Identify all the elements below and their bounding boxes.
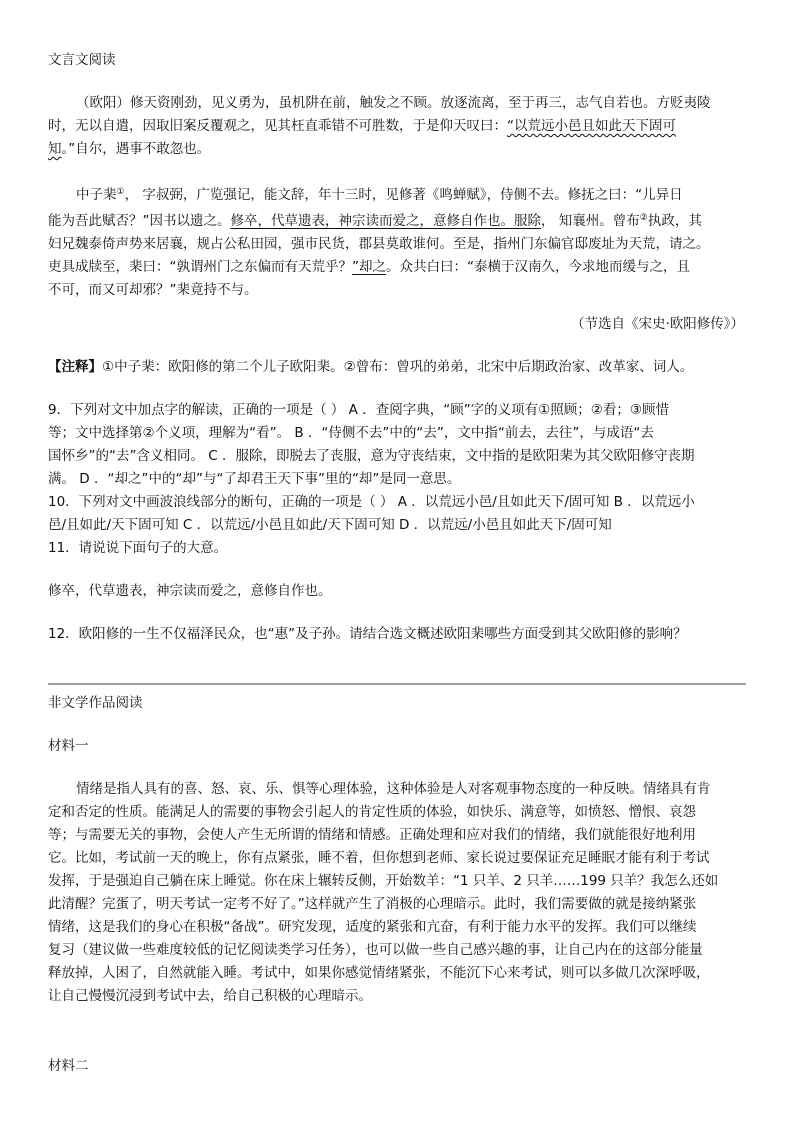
paragraph-line: 等；与需要无关的事物，会使人产生无所谓的情绪和情感。正确处理和应对我们的情绪，我们就能很好地利用 xyxy=(48,827,696,843)
underlined-word: 服除 xyxy=(514,213,541,229)
wavy-underlined-text: 知 xyxy=(48,141,62,157)
paragraph-line: 中子棐①， 字叔弼，广览强记，能文辞，年十三时，见修著《鸣蝉赋》，侍侧不去。修抚之曰：“儿异日 xyxy=(76,187,683,203)
paragraph-line: 能为吾此赋否？”因书以遗之。修卒，代草遗表，神宗读而爱之，意修自作也。服除， 知襄州。曾布②执政，其 xyxy=(48,213,702,229)
footnote-marker: ② xyxy=(639,213,648,223)
paragraph-line: 不可，而又可却邪？”棐竟持不与。 xyxy=(48,282,258,298)
section-title-text: 文言文阅读 xyxy=(48,52,116,68)
section-title-classical xyxy=(48,49,744,72)
section-divider xyxy=(48,683,746,685)
passage-paragraph-1 xyxy=(48,92,744,161)
material-1-paragraph xyxy=(48,778,744,1008)
section-title-nonfiction: 非文学作品阅读 xyxy=(48,695,143,711)
paragraph-line: 让自己慢慢沉浸到考试中去，给自己积极的心理暗示。 xyxy=(48,988,372,1004)
question-11-sentence: 修卒，代草遗表，神宗读而爱之，意修自作也。 xyxy=(48,583,332,599)
note-label: 【注释】 xyxy=(48,359,102,375)
note-text: ①中子棐：欧阳修的第二个儿子欧阳棐。②曾布：曾巩的弟弟，北宋中后期政治家、改革家、词人。 xyxy=(102,359,694,375)
question-9: 9．下列对文中加点字的解读，正确的一项是（ ） A ．查阅字典，“顾”字的义项有①照顾；②看；③顾惜 等；文中选择第②个义项，理解为“看”。 B ．“侍侧不去”中的“去”，文中指“前去，去往”，与成语“去 国怀乡”的“去”含义相同。 C ．服除，即脱去了丧服，意为守丧结束，文中指的是欧阳棐为其父欧阳修守丧期 满。 D ．“却之”中的“却”与“了却君王天下事”里的“却”是同一意思。 xyxy=(48,402,695,487)
underlined-word: ”却之 xyxy=(352,259,386,275)
question-12: 12．欧阳修的一生不仅福泽民众，也“惠”及子孙。请结合选文概述欧阳棐哪些方面受到其父欧阳修的影响？ xyxy=(48,626,687,642)
paragraph-line: 定和否定的性质。能满足人的需要的事物会引起人的肯定性质的体验，如快乐、满意等，如愤怒、憎恨、哀怨 xyxy=(48,804,696,820)
material-2-title: 材料二 xyxy=(48,1058,89,1074)
question-11: 11．请说说下面句子的大意。 xyxy=(48,540,228,556)
paragraph-line: 它。比如，考试前一天的晚上，你有点紧张，睡不着，但你想到老师、家长说过要保证充足睡眠才能有利于考试 xyxy=(48,850,710,866)
underlined-sentence: 修卒，代草遗表，神宗读而爱之，意修自作也。 xyxy=(230,213,514,229)
paragraph-line: 复习（建议做一些难度较低的记忆阅读类学习任务），也可以做一些自己感兴趣的事，让自己内在的这部分能量 xyxy=(48,942,703,958)
passage-paragraph-2 xyxy=(48,181,744,302)
wavy-underlined-text: “以荒远小邑且如此天下固可 xyxy=(507,118,676,134)
paragraph-line: 吏具成牍至，棐曰：“孰谓州门之东偏而有天荒乎？”却之。众共白曰：“泰横于汉南久，今求地而缓与之，且 xyxy=(48,259,690,275)
question-10: 10．下列对文中画波浪线部分的断句，正确的一项是（ ） A ．以荒远小邑/且如此天下/固可知 B ．以荒远小 邑/且如此/天下固可知 C ．以荒远/小邑且如此/天下固可知 D ．以荒远/小邑且如此天下/固可知 xyxy=(48,494,695,533)
paragraph-line: 情绪是指人具有的喜、怒、哀、乐、惧等心理体验，这种体验是人对客观事物态度的一种反映。情绪具有肯 xyxy=(76,781,711,797)
paragraph-line: 时，无以自遣，因取旧案反覆观之，见其枉直乖错不可胜数，于是仰天叹曰：“以荒远小邑且如此天下固可 xyxy=(48,118,676,134)
paragraph-line: 释放掉，人困了，自然就能入睡。考试中，如果你感觉情绪紧张，不能沉下心来考试，则可以多做几次深呼吸， xyxy=(48,965,710,981)
paragraph-line: 知。”自尔，遇事不敢忽也。 xyxy=(48,141,211,157)
footnote-marker: ① xyxy=(116,187,125,197)
paragraph-line: 情绪，这是我们的身心在积极“备战”。研究发现，适度的紧张和亢奋，有利于能力水平的发挥。我们可以继续 xyxy=(48,919,697,935)
annotation-note xyxy=(48,356,744,379)
paragraph-line: 妇兄魏泰倚声势来居襄，规占公私田园，强市民货，郡县莫敢谁何。至是，指州门东偏官邸废址为天荒，请之。 xyxy=(48,236,710,252)
material-1-title: 材料一 xyxy=(48,738,89,754)
paragraph-line: 发挥，于是强迫自己躺在床上睡觉。你在床上辗转反侧，开始数羊：“1 只羊、2 只羊……199 只羊？我怎么还如 xyxy=(48,873,719,889)
source-citation: （节选自《宋史·欧阳修传》） xyxy=(570,316,744,332)
paragraph-line: （欧阳）修天资刚劲，见义勇为，虽机阱在前，触发之不顾。放逐流离，至于再三，志气自若也。方贬夷陵 xyxy=(76,95,711,111)
paragraph-line: 此清醒？完蛋了，明天考试一定考不好了。”这样就产生了消极的心理暗示。此时，我们需要做的就是接纳紧张 xyxy=(48,896,697,912)
